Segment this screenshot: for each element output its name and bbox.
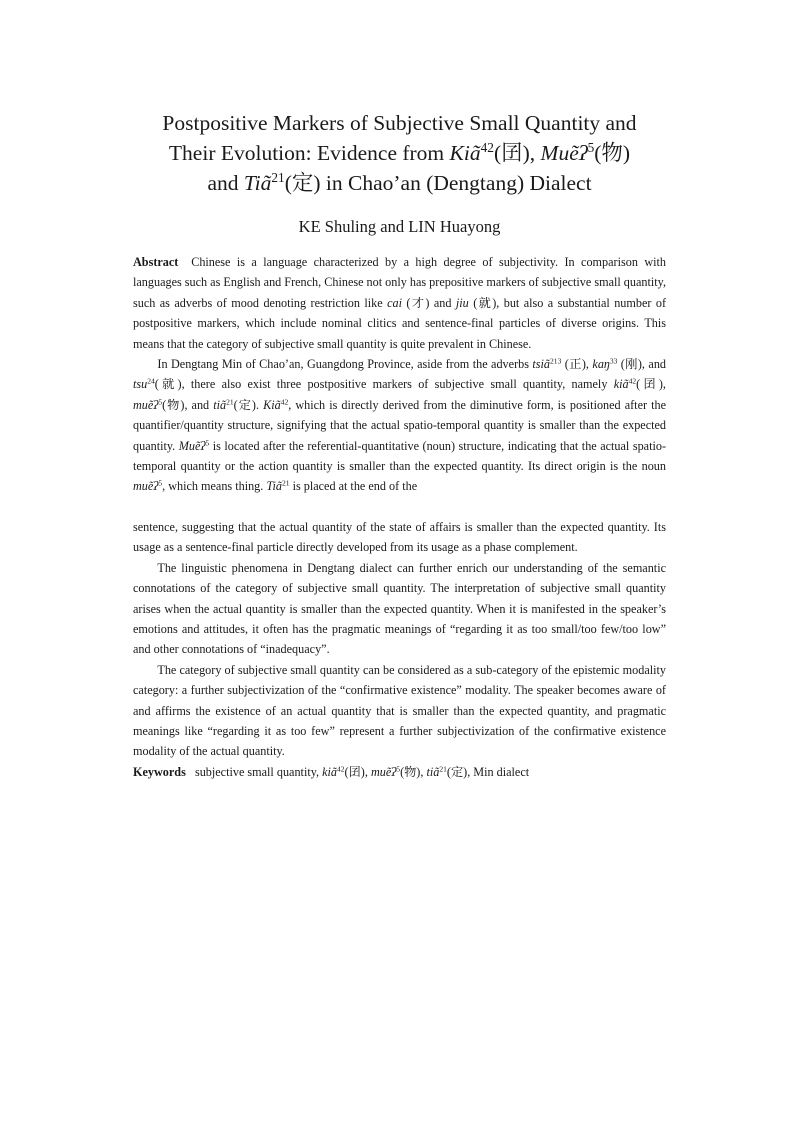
page-break-gap	[133, 497, 666, 517]
term-tsu: tsu	[133, 377, 148, 392]
tone-tsia: 213	[550, 356, 562, 366]
keywords-section	[133, 762, 666, 782]
abstract-text: (定).	[233, 397, 264, 412]
abstract-text: is placed at the end of the	[289, 479, 418, 494]
tone-tia: 21	[281, 478, 290, 488]
keyword-text: (定), Min dialect	[446, 764, 530, 779]
title-line-3	[133, 168, 666, 198]
abstract-text: is located after the referential-quantitative (noun) structure, indicating that the actual spatio-temporal quantity or the action quantity is smaller than the expected quantity. Its direct origin is the noun	[133, 438, 667, 474]
abstract-section	[133, 252, 666, 762]
term-kan: kaŋ	[592, 357, 610, 372]
abstract-text: (就), but also a substantial number of postpositive markers, which include nominal clitics and sentence-final particles of diverse origins. This means that the category of subjective small quantity is quite prevalent in Chinese.	[133, 295, 667, 351]
term-mue: muẽʔ	[133, 397, 159, 412]
keyword-text: subjective small quantity,	[194, 764, 323, 779]
abstract-text: Chinese is a language characterized by a high degree of subjectivity. In comparison with languages such as English and French, Chinese not only has prepositive markers of subjective small quantity, such as adverbs of mood denoting restriction like	[133, 255, 666, 310]
tone-tia: 21	[271, 169, 285, 185]
abstract-label: Abstract	[133, 255, 179, 269]
authors: KE Shuling and LIN Huayong	[298, 217, 501, 236]
abstract-text: , which is directly derived from the diminutive form, is positioned after the quantifier/quantity structure, signifying that the actual spatio-temporal quantity is smaller than the expected quantity.	[133, 397, 666, 453]
term-tia: tiã	[213, 397, 227, 412]
abstract-paragraph-4: The linguistic phenomena in Dengtang dialect can further enrich our understanding of the semantic connotations of the category of subjective small quantity. The interpretation of subjective small quantity arises when the actual quantity is smaller than the expected quantity. When it is manifested in the speaker’s emotions and attitudes, it often has the pragmatic meanings of “regarding it as too small/too few/too low” and other connotations of “inadequacy”.	[133, 560, 666, 657]
abstract-text: (才) and	[401, 295, 456, 310]
abstract-text: In Dengtang Min of Chao’an, Guangdong Province, aside from the adverbs	[157, 357, 533, 372]
keywords-label: Keywords	[133, 764, 186, 779]
tone-mue: 5	[587, 139, 595, 155]
term-kia: Kiã	[449, 141, 481, 165]
han-kia: (囝)	[493, 141, 530, 165]
term-tia: Tiã	[266, 479, 282, 494]
separator: ,	[529, 141, 541, 165]
term-kia: kiã	[613, 377, 629, 392]
abstract-text: (就), there also exist three postpositive markers of subjective small quantity, namely	[154, 377, 614, 392]
keyword-mue-tone: 5	[396, 764, 401, 774]
term-jiu: jiu	[455, 295, 469, 310]
abstract-text: (物), and	[162, 397, 214, 412]
keyword-kia: kiã	[322, 764, 337, 779]
keyword-tia: tiã	[426, 764, 440, 779]
keyword-kia-tone: 42	[337, 764, 345, 774]
tone-kia: 42	[280, 397, 289, 407]
abstract-paragraph-2	[133, 354, 666, 497]
keyword-text: (囝),	[344, 764, 371, 779]
tone-kia: 42	[628, 376, 637, 386]
tone-mue: 5	[205, 437, 210, 447]
tone-kan: 33	[609, 356, 618, 366]
keyword-tia-tone: 21	[439, 764, 447, 774]
term-kia: Kiã	[263, 397, 281, 412]
tone-tsu: 24	[147, 376, 155, 386]
term-tsia: tsiã	[532, 357, 551, 372]
tone-mue: 5	[158, 397, 163, 407]
term-mue: Muẽʔ	[540, 141, 588, 165]
title-text: and	[207, 171, 244, 195]
term-mue: muẽʔ	[133, 479, 159, 494]
title-text: in Chao’an (Dengtang) Dialect	[320, 171, 592, 195]
tone-kia: 42	[480, 139, 494, 155]
title-line-2	[133, 138, 666, 168]
title-text: Their Evolution: Evidence from	[168, 141, 450, 165]
han-mue: (物)	[594, 141, 631, 165]
tone-tia: 21	[226, 397, 234, 407]
han-tia: (定)	[284, 171, 321, 195]
article-page	[133, 108, 666, 782]
abstract-paragraph-5: The category of subjective small quantity can be considered as a sub-category of the epistemic modality category: a further subjectivization of the “confirmative existence” modality. The speaker becomes aware of and affirms the existence of an actual quantity that is smaller than the expected quantity, and pragmatic meanings like “regarding it as too few” represent a further subjectivization of the confirmative existence modality of the actual quantity.	[133, 662, 666, 759]
tone-mue: 5	[158, 478, 163, 488]
term-tia: Tiã	[243, 171, 272, 195]
abstract-paragraph-1	[133, 252, 666, 354]
abstract-text: (正),	[561, 357, 593, 372]
article-title	[133, 108, 666, 198]
abstract-text: (刚), and	[617, 357, 667, 372]
keyword-mue: muẽʔ	[370, 764, 397, 779]
keyword-text: (物),	[400, 764, 427, 779]
term-mue: Muẽʔ	[178, 438, 206, 453]
abstract-text: (囝),	[636, 377, 666, 392]
term-cai: cai	[387, 295, 402, 310]
title-line-1: Postpositive Markers of Subjective Small Quantity and	[162, 111, 637, 135]
abstract-paragraph-3: sentence, suggesting that the actual quantity of the state of affairs is smaller than the expected quantity. Its usage as a sentence-final particle directly developed from its usage as a phase complement.	[133, 519, 666, 555]
abstract-text: , which means thing.	[162, 479, 267, 494]
